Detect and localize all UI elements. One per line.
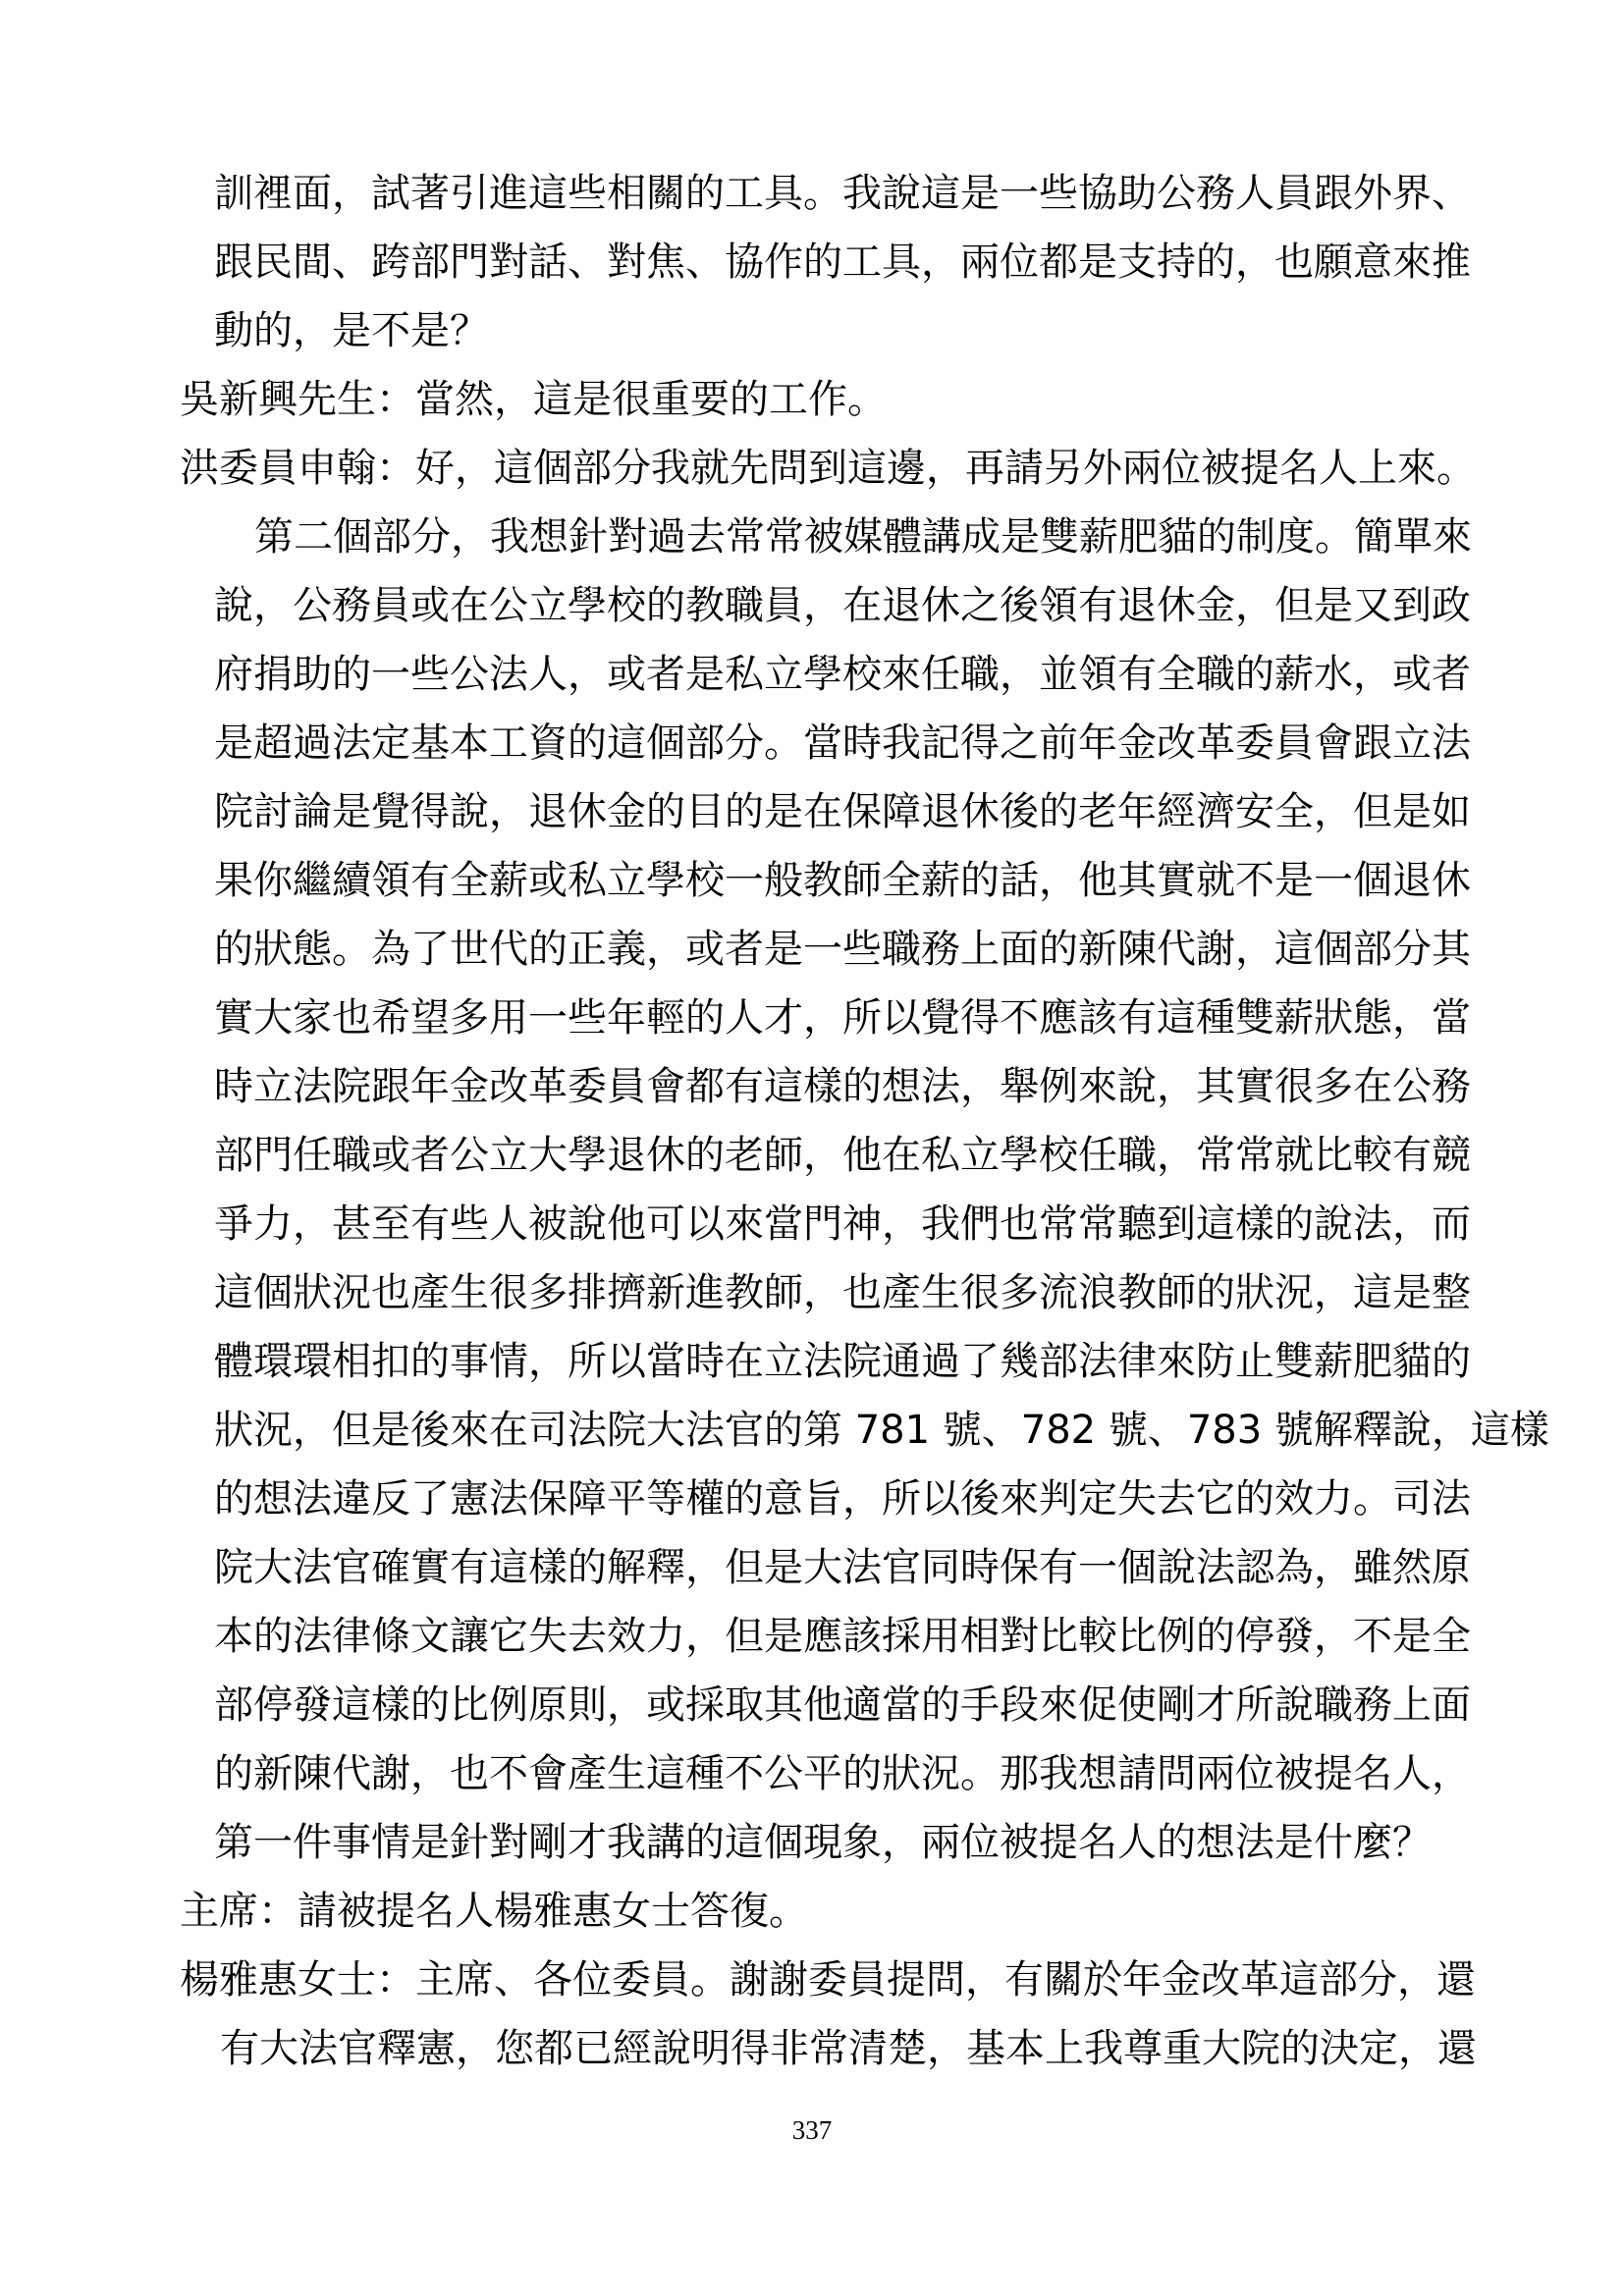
text-line: 有大法官釋憲，您都已經說明得非常清楚，基本上我尊重大院的決定，還: [220, 2026, 1477, 2071]
text-line: 府捐助的一些公法人，或者是私立學校來任職，並領有全職的薪水，或者: [214, 652, 1471, 697]
speaker-line: 主席：請被提名人楊雅惠女士答復。: [180, 1889, 808, 1934]
page-number: 337: [791, 2115, 833, 2145]
text-line: 爭力，甚至有些人被說他可以來當門神，我們也常常聽到這樣的說法，而: [214, 1201, 1471, 1247]
text-line: 院大法官確實有這樣的解釋，但是大法官同時保有一個說法認為，雖然原: [214, 1545, 1471, 1590]
text-line: 院討論是覺得說，退休金的目的是在保障退休後的老年經濟安全，但是如: [214, 789, 1471, 834]
text-line: 這個狀況也產生很多排擠新進教師，也產生很多流浪教師的狀況，這是整: [214, 1270, 1471, 1315]
text-line: 是超過法定基本工資的這個部分。當時我記得之前年金改革委員會跟立法: [214, 721, 1471, 766]
text-line: 第二個部分，我想針對過去常常被媒體講成是雙薪肥貓的制度。簡單來: [254, 514, 1472, 560]
text-line: 的狀態。為了世代的正義，或者是一些職務上面的新陳代謝，這個部分其: [214, 927, 1471, 972]
text-line: 狀況，但是後來在司法院大法官的第 781 號、782 號、783 號解釋說，這樣: [214, 1408, 1549, 1453]
text-line: 果你繼續領有全薪或私立學校一般教師全薪的話，他其實就不是一個退休: [214, 858, 1471, 903]
text-line: 的新陳代謝，也不會產生這種不公平的狀況。那我想請問兩位被提名人，: [214, 1751, 1471, 1796]
speaker-line: 楊雅惠女士：主席、各位委員。謝謝委員提問，有關於年金改革這部分，還: [180, 1957, 1476, 2002]
text-line: 本的法律條文讓它失去效力，但是應該採用相對比較比例的停發，不是全: [214, 1614, 1471, 1659]
text-line: 跟民間、跨部門對話、對焦、協作的工具，兩位都是支持的，也願意來推: [214, 240, 1471, 285]
text-line: 體環環相扣的事情，所以當時在立法院通過了幾部法律來防止雙薪肥貓的: [214, 1339, 1471, 1384]
text-line: 部停發這樣的比例原則，或採取其他適當的手段來促使剛才所說職務上面: [214, 1682, 1471, 1728]
text-line: 訓裡面，試著引進這些相關的工具。我說這是一些協助公務人員跟外界、: [214, 171, 1471, 216]
text-line: 第一件事情是針對剛才我講的這個現象，兩位被提名人的想法是什麼？: [214, 1820, 1432, 1865]
text-line: 的想法違反了憲法保障平等權的意旨，所以後來判定失去它的效力。司法: [214, 1476, 1471, 1522]
text-line: 時立法院跟年金改革委員會都有這樣的想法，舉例來說，其實很多在公務: [214, 1064, 1471, 1109]
speaker-line: 吳新興先生：當然，這是很重要的工作。: [180, 377, 887, 422]
text-line: 部門任職或者公立大學退休的老師，他在私立學校任職，常常就比較有競: [214, 1133, 1471, 1178]
speaker-line: 洪委員申翰：好，這個部分我就先問到這邊，再請另外兩位被提名人上來。: [180, 446, 1476, 491]
text-line: 動的，是不是？: [214, 308, 489, 353]
text-line: 實大家也希望多用一些年輕的人才，所以覺得不應該有這種雙薪狀態，當: [214, 995, 1471, 1041]
transcript-body: [0, 159, 1624, 2083]
text-line: 說，公務員或在公立學校的教職員，在退休之後領有退休金，但是又到政: [214, 583, 1471, 628]
